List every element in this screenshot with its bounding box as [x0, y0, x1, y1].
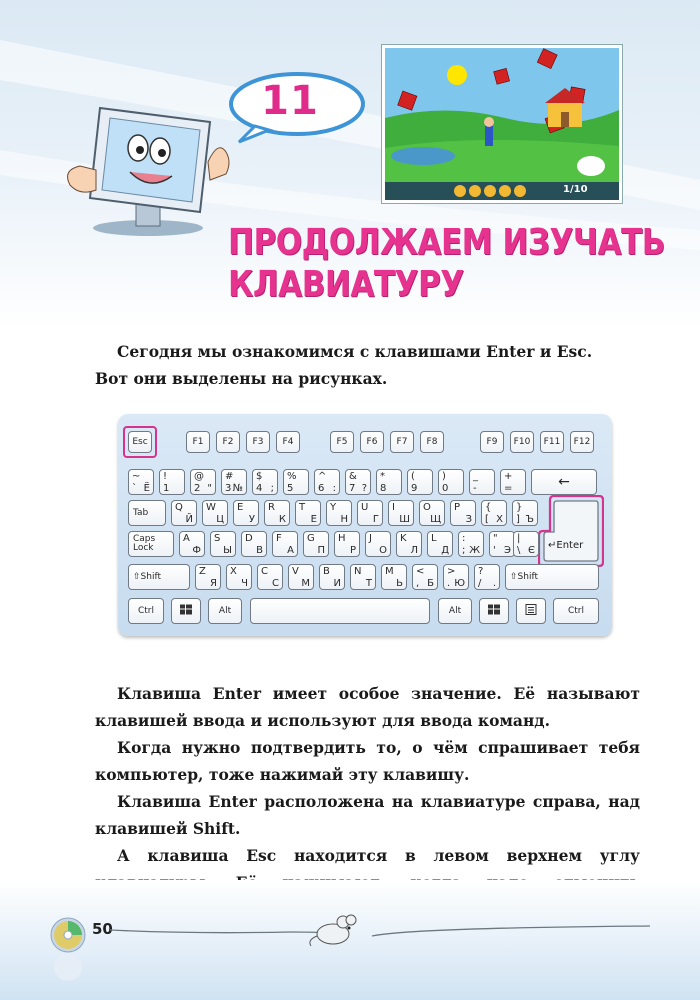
- key-9: ( 9: [407, 469, 433, 495]
- menu-icon: [525, 604, 537, 616]
- key-s: S Ы: [210, 531, 236, 557]
- key-left-alt: Alt: [208, 598, 242, 624]
- key-right-alt: Alt: [438, 598, 472, 624]
- intro-paragraph: Сегодня мы ознакомимся с клавишами Enter и Esc. Вот они выделены на рисунках.: [95, 342, 593, 388]
- game-screenshot: [382, 45, 622, 203]
- cd-icon: [48, 915, 88, 985]
- key-semicolon: : ; Ж: [458, 531, 484, 557]
- body-paragraph-enter: Клавиша Enter имеет особое значение. Её называют клавишей ввода и используют для ввода команд.: [95, 684, 640, 730]
- key-f5: F5: [330, 431, 354, 453]
- key-t: T Е: [295, 500, 321, 526]
- key-w: W Ц: [202, 500, 228, 526]
- key-q: Q Й: [171, 500, 197, 526]
- key-2: @ 2 ": [190, 469, 216, 495]
- body-paragraph-confirm: Когда нужно подтвердить то, о чём спрашивает тебя компьютер, тоже нажимай эту клавишу.: [95, 738, 640, 784]
- key-j: J О: [365, 531, 391, 557]
- key-0: ) 0: [438, 469, 464, 495]
- key-h: H Р: [334, 531, 360, 557]
- key-4: $ 4 ;: [252, 469, 278, 495]
- key-d: D В: [241, 531, 267, 557]
- computer-mascot: [60, 100, 235, 240]
- key-l: L Д: [427, 531, 453, 557]
- key-f2: F2: [216, 431, 240, 453]
- key-backspace: ←: [531, 469, 597, 495]
- key-5: % 5: [283, 469, 309, 495]
- key-f11: F11: [540, 431, 564, 453]
- lesson-number: 11: [261, 78, 319, 124]
- key-left-win: [171, 598, 201, 624]
- page-title-line1: ПРОДОЛЖАЕМ ИЗУЧАТЬ: [228, 222, 665, 263]
- key-r: R К: [264, 500, 290, 526]
- key-b: B И: [319, 564, 345, 590]
- key-x: X Ч: [226, 564, 252, 590]
- key-v: V М: [288, 564, 314, 590]
- key-y: Y Н: [326, 500, 352, 526]
- key-f7: F7: [390, 431, 414, 453]
- key-7: & 7 ?: [345, 469, 371, 495]
- esc-highlight: [123, 426, 157, 458]
- key-right-win: [479, 598, 509, 624]
- key-g: G П: [303, 531, 329, 557]
- key-caps-lock: Caps Lock: [128, 531, 174, 557]
- key-quote: " ' Э: [489, 531, 515, 557]
- key-f1: F1: [186, 431, 210, 453]
- key-m: M Ь: [381, 564, 407, 590]
- keyboard-illustration: [118, 414, 612, 636]
- key-f4: F4: [276, 431, 300, 453]
- key-1: ! 1: [159, 469, 185, 495]
- enter-highlight: [538, 495, 604, 567]
- key-right-ctrl: Ctrl: [553, 598, 599, 624]
- key-f10: F10: [510, 431, 534, 453]
- key-8: * 8: [376, 469, 402, 495]
- windows-icon: [488, 605, 500, 615]
- key-tilde: ~ ` Ё: [128, 469, 154, 495]
- key-f12: F12: [570, 431, 594, 453]
- key-equals: + =: [500, 469, 526, 495]
- key-o: O Щ: [419, 500, 445, 526]
- key-6: ^ 6 :: [314, 469, 340, 495]
- key-a: A Ф: [179, 531, 205, 557]
- page-number: 50: [92, 920, 113, 938]
- key-left-shift: ⇧Shift: [128, 564, 190, 590]
- key-f3: F3: [246, 431, 270, 453]
- enter-label: ↵Enter: [548, 540, 584, 551]
- key-f6: F6: [360, 431, 384, 453]
- key-p: P З: [450, 500, 476, 526]
- key-c: C С: [257, 564, 283, 590]
- key-right-bracket: } ] Ъ: [512, 500, 538, 526]
- key-u: U Г: [357, 500, 383, 526]
- key-e: E У: [233, 500, 259, 526]
- body-paragraph-location: Клавиша Enter расположена на клавиатуре справа, над клавишей Shift.: [95, 792, 640, 838]
- key-tab: Tab: [128, 500, 166, 526]
- key-space: [250, 598, 430, 624]
- key-left-ctrl: Ctrl: [128, 598, 164, 624]
- key-backslash: | \ Є: [513, 531, 539, 557]
- body-paragraph-esc: А клавиша Esc находится в левом верхнем углу: [117, 846, 640, 865]
- key-right-shift: ⇧Shift: [505, 564, 599, 590]
- key-n: N Т: [350, 564, 376, 590]
- key-esc: Esc: [128, 431, 152, 453]
- page-title-line2: КЛАВИАТУРУ: [228, 264, 464, 305]
- key-z: Z Я: [195, 564, 221, 590]
- game-counter: 1/10: [563, 184, 588, 195]
- key-period: > . Ю: [443, 564, 469, 590]
- key-comma: < , Б: [412, 564, 438, 590]
- key-f8: F8: [420, 431, 444, 453]
- windows-icon: [180, 605, 192, 615]
- key-menu: [516, 598, 546, 624]
- key-i: I Ш: [388, 500, 414, 526]
- key-minus: _ -: [469, 469, 495, 495]
- mouse-icon: [305, 910, 365, 950]
- key-f9: F9: [480, 431, 504, 453]
- footer-line: [110, 912, 650, 952]
- key-left-bracket: { [ Х: [481, 500, 507, 526]
- key-f: F А: [272, 531, 298, 557]
- key-3: # 3 №: [221, 469, 247, 495]
- key-k: K Л: [396, 531, 422, 557]
- key-slash: ? / .: [474, 564, 500, 590]
